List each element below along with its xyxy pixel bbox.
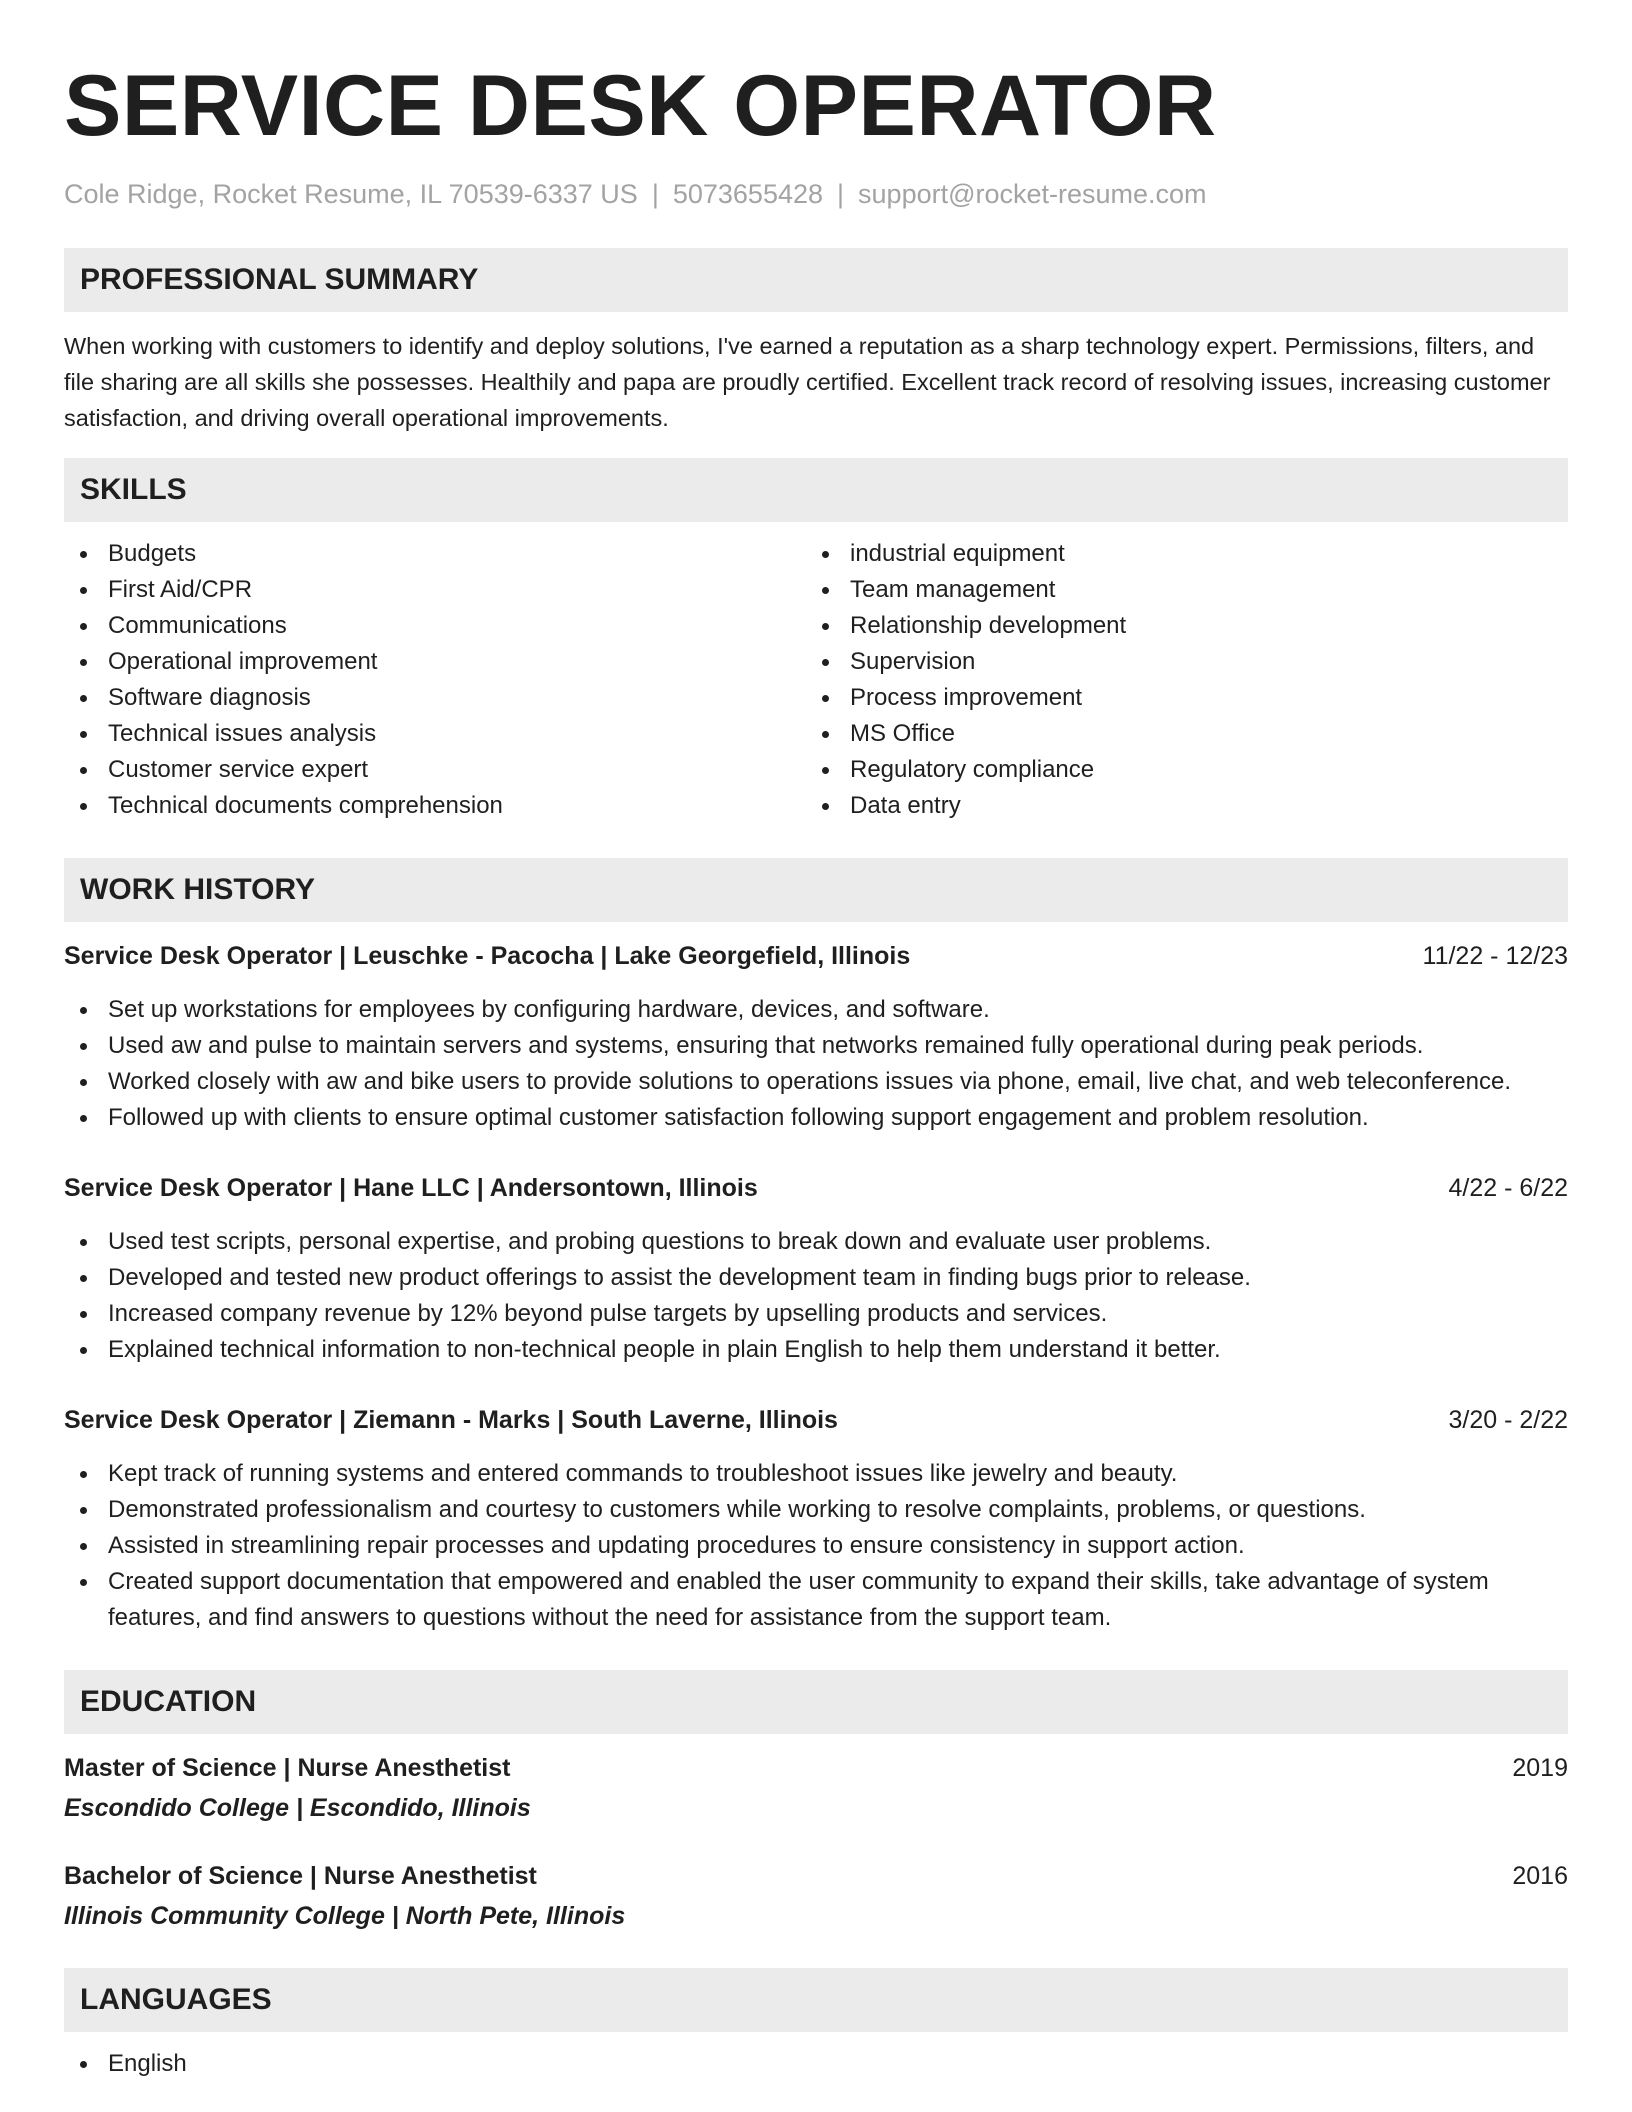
job-bullet: Increased company revenue by 12% beyond pulse targets by upselling products and services. xyxy=(64,1296,1568,1332)
section-heading-skills: SKILLS xyxy=(64,458,1568,522)
job-bullets xyxy=(64,1224,1568,1368)
job-bullet: Worked closely with aw and bike users to provide solutions to operations issues via phone, email, live chat, and web teleconference. xyxy=(64,1064,1568,1100)
job-bullets xyxy=(64,1456,1568,1636)
job-title: Service Desk Operator | Leuschke - Pacocha | Lake Georgefield, Illinois xyxy=(64,942,911,970)
contact-email: support@rocket-resume.com xyxy=(858,179,1207,209)
job-title: Service Desk Operator | Hane LLC | Andersontown, Illinois xyxy=(64,1174,758,1202)
skill-item: Software diagnosis xyxy=(64,680,806,716)
education-header xyxy=(64,1858,1568,1894)
skill-item: Supervision xyxy=(806,644,1548,680)
job-bullets xyxy=(64,992,1568,1136)
education-degree: Master of Science | Nurse Anesthetist xyxy=(64,1754,511,1782)
education-degree: Bachelor of Science | Nurse Anesthetist xyxy=(64,1862,537,1890)
section-heading-languages: LANGUAGES xyxy=(64,1968,1568,2032)
job-bullet: Assisted in streamlining repair processes and updating procedures to ensure consistency in support action. xyxy=(64,1528,1568,1564)
section-heading-education: EDUCATION xyxy=(64,1670,1568,1734)
skill-item: Regulatory compliance xyxy=(806,752,1548,788)
skill-item: industrial equipment xyxy=(806,536,1548,572)
job-bullet: Developed and tested new product offerings to assist the development team in finding bugs prior to release. xyxy=(64,1260,1568,1296)
skills-list xyxy=(64,536,1568,824)
job-dates: 11/22 - 12/23 xyxy=(1422,942,1568,970)
job-entry xyxy=(64,1170,1568,1368)
job-bullet: Used aw and pulse to maintain servers and systems, ensuring that networks remained fully operational during peak periods. xyxy=(64,1028,1568,1064)
contact-phone: 5073655428 xyxy=(672,179,824,209)
job-bullet: Explained technical information to non-technical people in plain English to help them understand it better. xyxy=(64,1332,1568,1368)
education-year: 2016 xyxy=(1512,1862,1568,1890)
contact-separator: | xyxy=(837,179,845,209)
job-header xyxy=(64,1170,1568,1206)
contact-separator: | xyxy=(651,179,659,209)
language-item: English xyxy=(64,2046,1568,2082)
skill-item: Technical documents comprehension xyxy=(64,788,806,824)
job-bullet: Created support documentation that empowered and enabled the user community to expand their skills, take advantage of system features, and find answers to questions without the need for assistance from the support team. xyxy=(64,1564,1568,1636)
job-bullet: Kept track of running systems and entered commands to troubleshoot issues like jewelry and beauty. xyxy=(64,1456,1568,1492)
job-entry xyxy=(64,1402,1568,1636)
contact-line xyxy=(64,176,1568,212)
skills-column-right xyxy=(806,536,1548,824)
skill-item: Budgets xyxy=(64,536,806,572)
section-heading-summary: PROFESSIONAL SUMMARY xyxy=(64,248,1568,312)
skill-item: Operational improvement xyxy=(64,644,806,680)
skill-item: Relationship development xyxy=(806,608,1548,644)
skill-item: MS Office xyxy=(806,716,1548,752)
education-school: Escondido College | Escondido, Illinois xyxy=(64,1794,531,1822)
section-heading-work-history: WORK HISTORY xyxy=(64,858,1568,922)
skill-item: Process improvement xyxy=(806,680,1548,716)
job-header xyxy=(64,938,1568,974)
contact-address: Cole Ridge, Rocket Resume, IL 70539-6337 US xyxy=(64,179,638,209)
job-dates: 4/22 - 6/22 xyxy=(1448,1174,1568,1202)
languages-list xyxy=(64,2046,1568,2082)
job-bullet: Demonstrated professionalism and courtesy to customers while working to resolve complaints, problems, or questions. xyxy=(64,1492,1568,1528)
page-title: SERVICE DESK OPERATOR xyxy=(64,58,1217,154)
skill-item: Communications xyxy=(64,608,806,644)
skill-item: Team management xyxy=(806,572,1548,608)
education-entry xyxy=(64,1750,1568,1826)
job-header xyxy=(64,1402,1568,1438)
job-entry xyxy=(64,938,1568,1136)
education-year: 2019 xyxy=(1512,1754,1568,1782)
summary-text: When working with customers to identify and deploy solutions, I've earned a reputation as a sharp technology expert. Permissions, filters, and file sharing are all skills she possesses. Healthily and papa are proudly certified. Excellent track record of resolving issues, increasing customer satisfaction, and driving overall operational improvements. xyxy=(64,333,1551,431)
education-header xyxy=(64,1750,1568,1786)
job-bullet: Set up workstations for employees by configuring hardware, devices, and software. xyxy=(64,992,1568,1028)
skills-column-left xyxy=(64,536,806,824)
education-entry xyxy=(64,1858,1568,1934)
skill-item: Technical issues analysis xyxy=(64,716,806,752)
job-dates: 3/20 - 2/22 xyxy=(1448,1406,1568,1434)
job-bullet: Followed up with clients to ensure optimal customer satisfaction following support engagement and problem resolution. xyxy=(64,1100,1568,1136)
skill-item: First Aid/CPR xyxy=(64,572,806,608)
job-bullet: Used test scripts, personal expertise, and probing questions to break down and evaluate user problems. xyxy=(64,1224,1568,1260)
job-title: Service Desk Operator | Ziemann - Marks | South Laverne, Illinois xyxy=(64,1406,838,1434)
education-school: Illinois Community College | North Pete, Illinois xyxy=(64,1902,626,1930)
skill-item: Customer service expert xyxy=(64,752,806,788)
skill-item: Data entry xyxy=(806,788,1548,824)
